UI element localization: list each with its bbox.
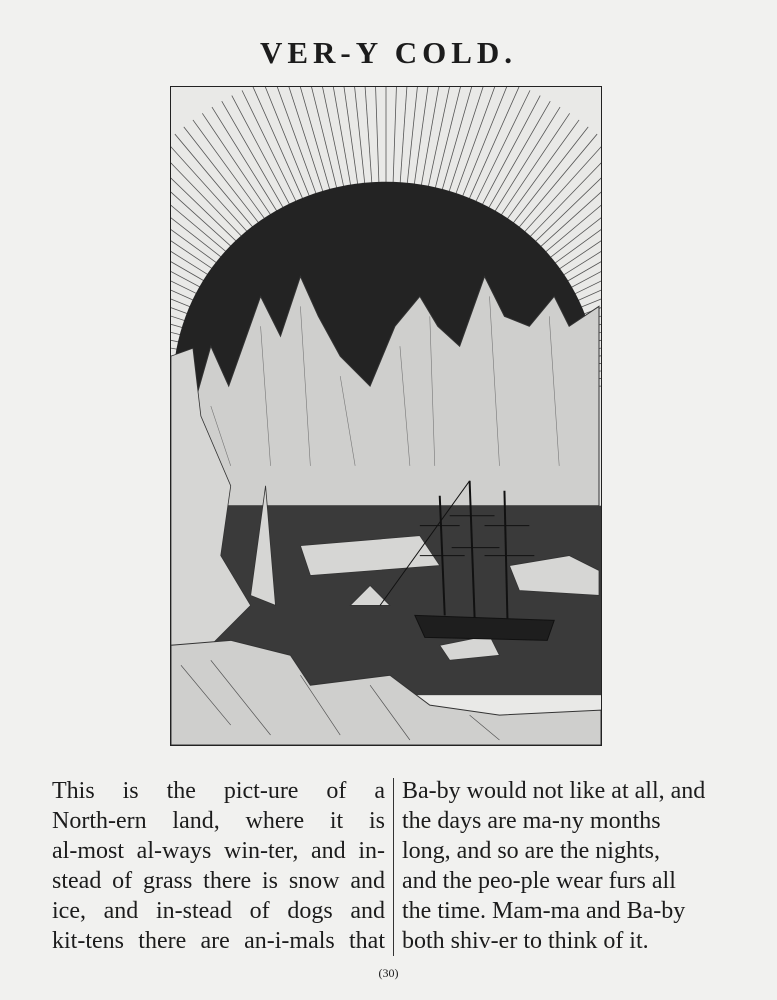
arctic-illustration [170, 86, 602, 746]
left-column [52, 776, 385, 962]
text-line: long, and so are the nights, [402, 838, 660, 864]
text-line: North-ern land, where it is [52, 808, 385, 834]
text-line: and the peo-ple wear furs all [402, 868, 676, 894]
page-title: VER-Y COLD. [259, 34, 518, 70]
text-line: kit-tens there are an-i-mals that [52, 928, 385, 954]
text-line: This is the pict-ure of a [52, 778, 385, 804]
text-line: ice, and in-stead of dogs and [52, 898, 385, 924]
page-number: (30) [378, 966, 399, 980]
column-divider [393, 778, 394, 956]
body-text [52, 776, 752, 962]
text-line: the days are ma-ny months [402, 808, 661, 834]
text-line: stead of grass there is snow and [52, 868, 385, 894]
arctic-engraving [171, 87, 601, 745]
text-line: Ba-by would not like at all, and [402, 778, 706, 804]
right-column [402, 776, 735, 962]
text-line: al-most al-ways win-ter, and in- [52, 838, 385, 864]
text-line: the time. Mam-ma and Ba-by [402, 898, 686, 924]
text-line: both shiv-er to think of it. [402, 928, 649, 954]
